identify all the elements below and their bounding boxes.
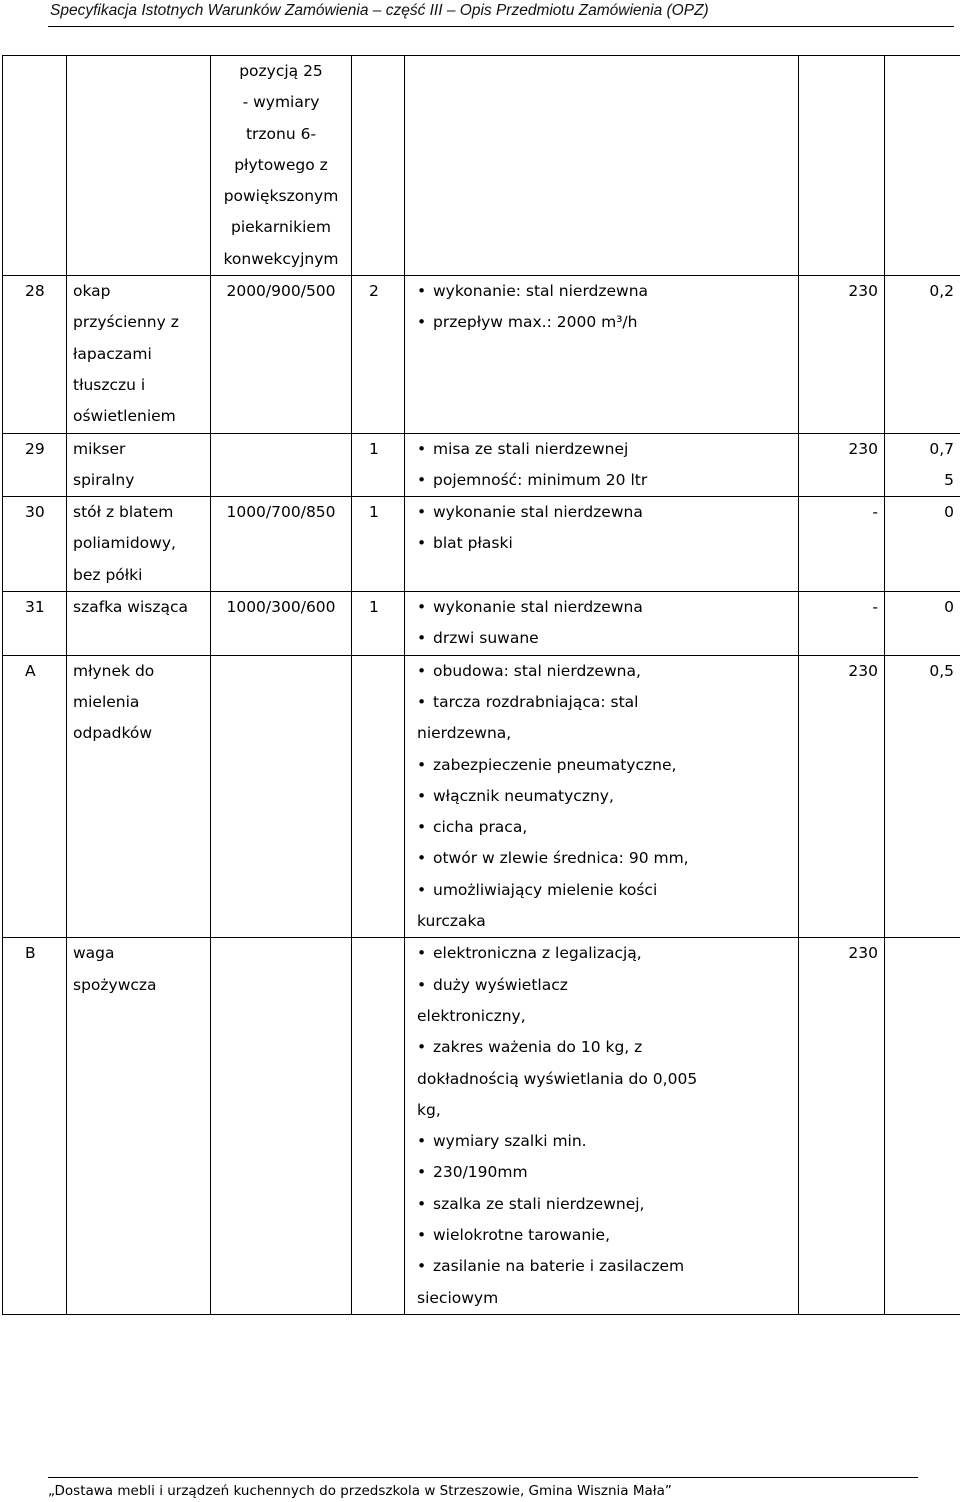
cell-text: -: [872, 598, 878, 617]
cell-text: -: [872, 503, 878, 522]
table-row: [3, 655, 960, 938]
cell-text: duży wyświetlacz: [433, 975, 568, 994]
header-rule: [48, 26, 954, 27]
item-power: [885, 655, 960, 938]
item-dimensions: [211, 655, 352, 938]
cell-text: waga: [73, 944, 115, 963]
cell-text: A: [25, 661, 36, 680]
item-power: [885, 497, 960, 592]
cell-text: wykonanie: stal nierdzewna: [433, 282, 649, 301]
bullet-icon: •: [417, 629, 427, 648]
cell-text: blat płaski: [433, 534, 513, 553]
cell-text: przyścienny z: [73, 313, 179, 332]
bullet-icon: •: [417, 786, 427, 805]
cell-text: pozycją 25: [239, 62, 323, 80]
table-row: [3, 56, 960, 276]
cell-text: mikser: [73, 439, 126, 458]
cell-text: 1: [369, 439, 379, 458]
cell-text: zakres ważenia do 10 kg, z: [433, 1038, 643, 1057]
table-row: [3, 433, 960, 497]
bullet-icon: •: [417, 1257, 427, 1276]
cell-text: bez półki: [73, 565, 143, 584]
item-voltage: [799, 56, 885, 276]
item-specification: [405, 56, 799, 276]
cell-text: 30: [25, 503, 45, 522]
item-dimensions: [211, 497, 352, 592]
item-dimensions: [211, 592, 352, 656]
cell-text: 230: [848, 944, 878, 963]
item-quantity: [352, 938, 405, 1315]
item-quantity: [352, 497, 405, 592]
item-voltage: [799, 938, 885, 1315]
cell-text: obudowa: stal nierdzewna,: [433, 661, 641, 680]
cell-text: wielokrotne tarowanie,: [433, 1225, 611, 1244]
item-power: [885, 592, 960, 656]
item-dimensions: [211, 433, 352, 497]
cell-text: 0: [944, 503, 954, 522]
cell-text: wykonanie stal nierdzewna: [433, 503, 643, 522]
cell-text: 230: [848, 439, 878, 458]
cell-text: elektroniczny,: [417, 1006, 526, 1025]
bullet-icon: •: [417, 1038, 427, 1057]
row-number: [3, 592, 67, 656]
cell-text: stół z blatem: [73, 503, 174, 522]
cell-text: misa ze stali nierdzewnej: [433, 439, 629, 458]
item-specification: [405, 938, 799, 1315]
cell-text: 5: [944, 470, 954, 489]
cell-text: tłuszczu i: [73, 375, 146, 394]
cell-text: 1: [369, 598, 379, 617]
cell-text: kg,: [417, 1100, 441, 1119]
bullet-icon: •: [417, 975, 427, 994]
cell-text: 230/190mm: [433, 1163, 528, 1182]
cell-text: 230: [848, 661, 878, 680]
cell-text: odpadków: [73, 724, 153, 743]
table-row: [3, 938, 960, 1315]
cell-text: zasilanie na baterie i zasilaczem: [433, 1257, 685, 1276]
row-number: [3, 655, 67, 938]
item-power: [885, 276, 960, 433]
cell-text: włącznik neumatyczny,: [433, 786, 614, 805]
cell-text: umożliwiający mielenie kości: [433, 880, 658, 899]
item-dimensions: [211, 276, 352, 433]
item-voltage: [799, 655, 885, 938]
page-footer: „Dostawa mebli i urządzeń kuchennych do przedszkola w Strzeszowie, Gmina Wisznia Mała”: [48, 1483, 672, 1499]
item-specification: [405, 592, 799, 656]
equipment-table: [2, 55, 960, 1315]
cell-text: kurczaka: [417, 912, 486, 931]
cell-text: 0,7: [929, 439, 954, 458]
item-quantity: [352, 655, 405, 938]
item-dimensions: [211, 56, 352, 276]
cell-text: 230: [848, 282, 878, 301]
item-voltage: [799, 433, 885, 497]
item-voltage: [799, 497, 885, 592]
cell-text: łapaczami: [73, 344, 152, 363]
cell-text: spożywcza: [73, 975, 157, 994]
item-dimensions: [211, 938, 352, 1315]
cell-text: sieciowym: [417, 1288, 499, 1307]
item-quantity: [352, 276, 405, 433]
bullet-icon: •: [417, 849, 427, 868]
cell-text: dokładnością wyświetlania do 0,005: [417, 1069, 698, 1088]
row-number: [3, 497, 67, 592]
bullet-icon: •: [417, 880, 427, 899]
item-specification: [405, 276, 799, 433]
cell-text: poliamidowy,: [73, 534, 176, 553]
bullet-icon: •: [417, 818, 427, 837]
item-power: [885, 938, 960, 1315]
item-power: [885, 433, 960, 497]
item-name: [67, 497, 211, 592]
bullet-icon: •: [417, 598, 427, 617]
bullet-icon: •: [417, 503, 427, 522]
item-name: [67, 276, 211, 433]
cell-text: 29: [25, 439, 45, 458]
cell-text: otwór w zlewie średnica: 90 mm,: [433, 849, 689, 868]
cell-text: konwekcyjnym: [223, 249, 339, 268]
bullet-icon: •: [417, 755, 427, 774]
cell-text: szafka wisząca: [73, 598, 189, 617]
page-header: Specyfikacja Istotnych Warunków Zamówienia – część III – Opis Przedmiotu Zamówienia (OPZ): [50, 2, 709, 19]
cell-text: 1: [369, 503, 379, 522]
cell-text: okap: [73, 282, 111, 301]
item-specification: [405, 497, 799, 592]
bullet-icon: •: [417, 661, 427, 680]
row-number: [3, 56, 67, 276]
cell-text: B: [25, 944, 36, 963]
cell-text: 0,2: [929, 282, 954, 301]
item-quantity: [352, 433, 405, 497]
item-name: [67, 655, 211, 938]
bullet-icon: •: [417, 470, 427, 489]
bullet-icon: •: [417, 944, 427, 963]
cell-text: spiralny: [73, 470, 135, 489]
cell-text: zabezpieczenie pneumatyczne,: [433, 755, 677, 774]
cell-text: szalka ze stali nierdzewnej,: [433, 1194, 645, 1213]
item-name: [67, 56, 211, 276]
item-quantity: [352, 592, 405, 656]
cell-text: drzwi suwane: [433, 629, 539, 648]
cell-text: 0: [944, 598, 954, 617]
bullet-icon: •: [417, 313, 427, 332]
cell-text: 2: [369, 282, 379, 301]
cell-text: 1000/300/600: [226, 598, 336, 617]
cell-text: 31: [25, 598, 45, 617]
table-row: [3, 497, 960, 592]
cell-text: młynek do: [73, 661, 155, 680]
cell-text: cicha praca,: [433, 818, 528, 837]
cell-text: 0,5: [929, 661, 954, 680]
table-row: [3, 276, 960, 433]
cell-text: trzonu 6-: [245, 124, 317, 143]
cell-text: wykonanie stal nierdzewna: [433, 598, 643, 617]
cell-text: płytowego z: [234, 155, 328, 174]
item-name: [67, 433, 211, 497]
item-name: [67, 938, 211, 1315]
cell-text: pojemność: minimum 20 ltr: [433, 470, 648, 489]
bullet-icon: •: [417, 1225, 427, 1244]
cell-text: nierdzewna,: [417, 724, 512, 743]
bullet-icon: •: [417, 1132, 427, 1151]
bullet-icon: •: [417, 282, 427, 301]
cell-text: - wymiary: [242, 93, 320, 112]
row-number: [3, 433, 67, 497]
cell-text: piekarnikiem: [230, 218, 332, 237]
table-row: [3, 592, 960, 656]
bullet-icon: •: [417, 1194, 427, 1213]
cell-text: mielenia: [73, 692, 140, 711]
item-specification: [405, 433, 799, 497]
footer-rule: [48, 1477, 918, 1478]
item-voltage: [799, 276, 885, 433]
item-quantity: [352, 56, 405, 276]
cell-text: tarcza rozdrabniająca: stal: [433, 692, 639, 711]
item-specification: [405, 655, 799, 938]
bullet-icon: •: [417, 1163, 427, 1182]
item-name: [67, 592, 211, 656]
bullet-icon: •: [417, 534, 427, 553]
cell-text: elektroniczna z legalizacją,: [433, 944, 642, 963]
cell-text: 28: [25, 282, 45, 301]
item-power: [885, 56, 960, 276]
cell-text: oświetleniem: [73, 407, 176, 426]
row-number: [3, 276, 67, 433]
cell-text: 1000/700/850: [226, 503, 336, 522]
row-number: [3, 938, 67, 1315]
bullet-icon: •: [417, 439, 427, 458]
cell-text: przepływ max.: 2000 m³/h: [433, 313, 638, 332]
cell-text: powiększonym: [223, 187, 339, 206]
bullet-icon: •: [417, 692, 427, 711]
cell-text: 2000/900/500: [226, 282, 336, 301]
item-voltage: [799, 592, 885, 656]
cell-text: wymiary szalki min.: [433, 1132, 587, 1151]
